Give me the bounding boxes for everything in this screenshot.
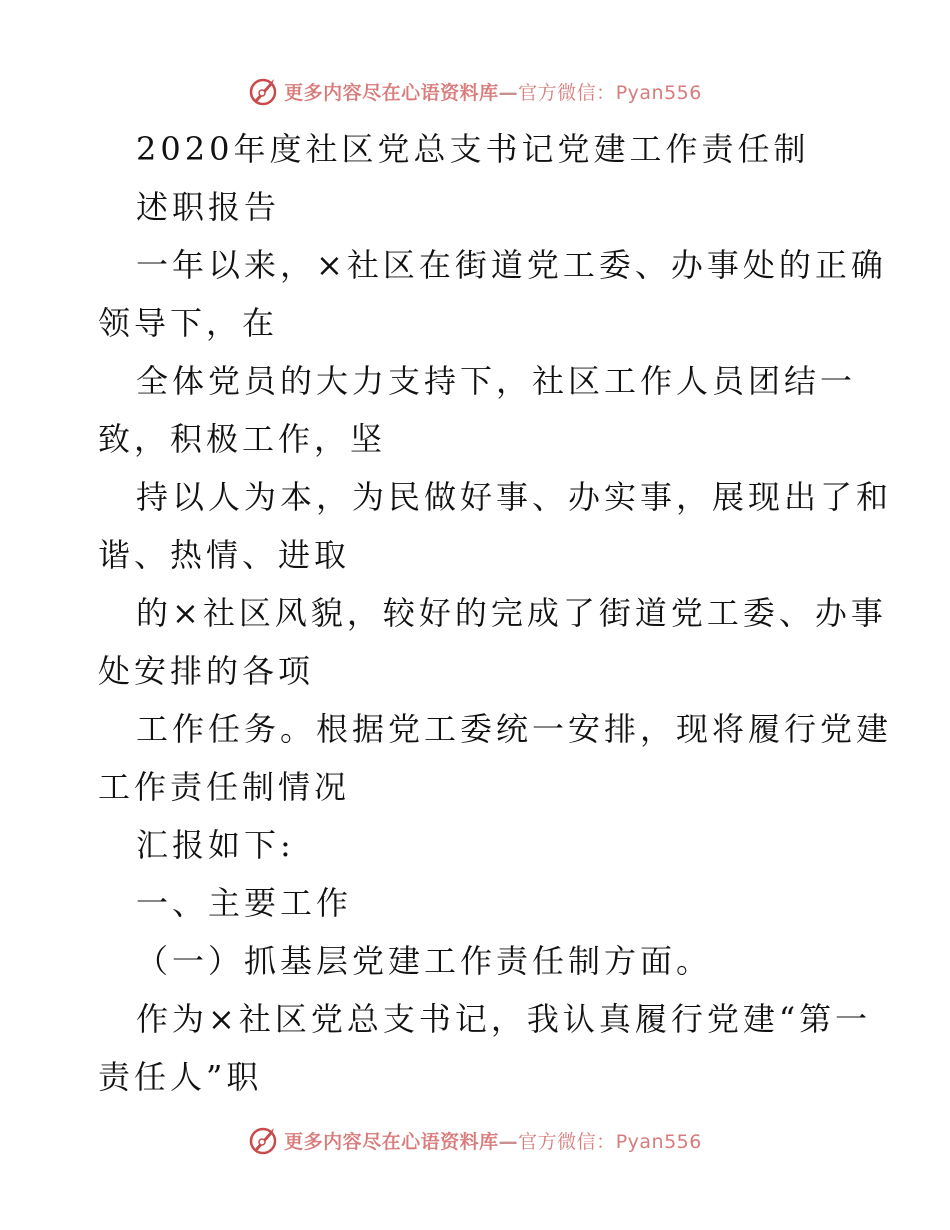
quill-seal-logo-icon <box>248 75 280 107</box>
document-line: 责任人”职 <box>98 1058 263 1096</box>
watermark-banner-top <box>0 71 950 111</box>
watermark-site-text: 更多内容尽在心语资料库 <box>284 1130 499 1153</box>
document-line: 汇报如下: <box>136 826 295 864</box>
watermark-text <box>284 1127 702 1154</box>
document-line: 一、主要工作 <box>136 884 353 922</box>
watermark-separator: — <box>498 1130 519 1153</box>
document-line: 2020年度社区党总支书记党建工作责任制 <box>136 130 810 168</box>
document-line: 工作任务。根据党工委统一安排，现将履行党建 <box>136 710 893 748</box>
watermark-wechat-label: 官方微信： <box>518 81 616 104</box>
document-line: 述职报告 <box>136 188 281 226</box>
watermark-text <box>284 78 702 105</box>
watermark-separator: — <box>498 81 519 104</box>
document-body <box>98 120 893 1106</box>
document-line: 作为×社区党总支书记，我认真履行党建“第一 <box>136 1000 872 1038</box>
document-line: 领导下，在 <box>98 304 279 342</box>
document-line: 全体党员的大力支持下，社区工作人员团结一 <box>136 362 857 400</box>
document-line: 持以人为本，为民做好事、办实事，展现出了和 <box>136 478 893 516</box>
document-line: 处安排的各项 <box>98 652 315 690</box>
document-line: 工作责任制情况 <box>98 768 351 806</box>
document-line: 一年以来，×社区在街道党工委、办事处的正确 <box>136 246 887 284</box>
watermark-site-text: 更多内容尽在心语资料库 <box>284 81 499 104</box>
watermark-banner-bottom <box>0 1120 950 1160</box>
document-line: 谐、热情、进取 <box>98 536 351 574</box>
document-line: 致，积极工作，坚 <box>98 420 387 458</box>
watermark-wechat-id: Pyan556 <box>615 81 702 104</box>
document-line: 的×社区风貌，较好的完成了街道党工委、办事 <box>136 594 887 632</box>
quill-seal-logo-icon <box>248 1124 280 1156</box>
document-line: （一）抓基层党建工作责任制方面。 <box>136 942 713 980</box>
watermark-wechat-label: 官方微信： <box>518 1130 616 1153</box>
watermark-wechat-id: Pyan556 <box>615 1130 702 1153</box>
